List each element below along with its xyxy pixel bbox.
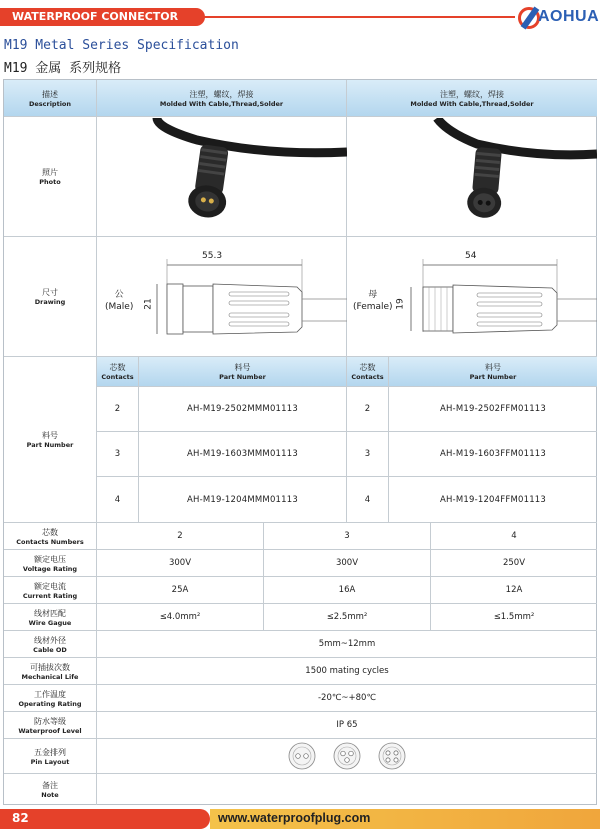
drawing-label (4, 237, 97, 357)
male-part-number-2: AH-M19-1603MMM01113 (139, 432, 347, 477)
part-label-cn: 料号 (42, 431, 58, 440)
female-label-cn: 母 (368, 290, 378, 300)
female-photo (347, 117, 597, 237)
female-contacts-header (347, 357, 389, 387)
male-contacts-header (97, 357, 139, 387)
spec-voltage-2pin: 300V (97, 550, 264, 577)
page-title-cn: M19 金属 系列规格 (4, 61, 122, 76)
female-diameter-dim: 19 (395, 298, 406, 310)
male-pn-header-en: Part Number (219, 373, 266, 381)
female-pn-header (389, 357, 597, 387)
male-part-number-1: AH-M19-2502MMM01113 (139, 387, 347, 432)
note-label-en: Note (41, 791, 59, 799)
male-diameter-dim: 21 (143, 298, 154, 310)
part-label (4, 357, 97, 523)
spec-label-contacts-cn: 芯数 (42, 527, 58, 537)
spec-label-voltage-en: Voltage Rating (22, 564, 78, 573)
female-contacts-1: 2 (347, 387, 389, 432)
spec-label-wire-cn: 线材匹配 (34, 608, 66, 618)
spec-label-cable-od-en: Cable OD (33, 645, 67, 654)
spec-waterproof-value: IP 65 (97, 712, 597, 739)
spec-contacts-2pin: 2 (97, 523, 264, 550)
spec-label-current-cn: 额定电流 (34, 581, 66, 591)
male-contacts-1: 2 (97, 387, 139, 432)
desc-label (4, 80, 97, 117)
spec-voltage-3pin: 300V (264, 550, 431, 577)
female-contacts-header-en: Contacts (351, 373, 384, 381)
spec-wire-2pin: ≤4.0mm² (97, 604, 264, 631)
spec-label-temp (4, 685, 97, 712)
female-pn-header-cn: 料号 (485, 363, 501, 372)
page-title-en: M19 Metal Series Specification (4, 38, 239, 53)
spec-mech-life-value: 1500 mating cycles (97, 658, 597, 685)
male-contacts-2: 3 (97, 432, 139, 477)
logo-mark-icon (518, 7, 540, 29)
spec-current-3pin: 16A (264, 577, 431, 604)
pin-layout-label-cn: 五金排列 (34, 747, 66, 757)
desc-male-cn: 注塑，螺纹，焊接 (189, 89, 254, 99)
spec-label-cable-od-cn: 线材外径 (34, 635, 66, 645)
brand-logo (518, 5, 600, 33)
footer (0, 809, 600, 829)
spec-voltage-4pin: 250V (431, 550, 597, 577)
spec-label-mech-life-en: Mechanical Life (21, 672, 79, 681)
desc-female (347, 80, 597, 117)
note-label (4, 774, 97, 805)
female-connector-image (347, 118, 597, 236)
header-rule (195, 16, 515, 18)
female-part-number-1: AH-M19-2502FFM01113 (389, 387, 597, 432)
desc-label-en: Description (28, 99, 72, 108)
male-label-cn: 公 (114, 290, 124, 300)
spec-current-2pin: 25A (97, 577, 264, 604)
spec-cable-od-value: 5mm~12mm (97, 631, 597, 658)
spec-label-waterproof-cn: 防水等级 (34, 716, 66, 726)
spec-label-waterproof (4, 712, 97, 739)
pin-layout-2pin-icon (289, 743, 315, 769)
male-contacts-3: 4 (97, 477, 139, 523)
male-connector-image (97, 118, 347, 236)
pin-layout-4pin-icon (379, 743, 405, 769)
spec-label-current (4, 577, 97, 604)
pin-layout-icons (97, 740, 597, 773)
male-drawing (97, 237, 347, 357)
spec-label-contacts (4, 523, 97, 550)
spec-current-4pin: 12A (431, 577, 597, 604)
spec-contacts-3pin: 3 (264, 523, 431, 550)
spec-label-temp-en: Operating Rating (18, 699, 82, 708)
pin-layout-label-en: Pin Layout (30, 757, 70, 766)
part-label-en: Part Number (26, 441, 74, 449)
spec-wire-3pin: ≤2.5mm² (264, 604, 431, 631)
spec-table (3, 79, 597, 805)
photo-label-cn: 照片 (42, 168, 58, 177)
category-banner: WATERPROOF CONNECTOR (0, 8, 205, 26)
desc-male-en: Molded With Cable,Thread,Solder (159, 99, 284, 108)
spec-label-wire-en: Wire Gague (28, 618, 72, 627)
photo-label-en: Photo (39, 178, 61, 186)
desc-female-en: Molded With Cable,Thread,Solder (410, 99, 534, 108)
male-contacts-header-en: Contacts (101, 373, 134, 381)
male-pn-header-cn: 料号 (234, 363, 251, 372)
footer-accent (0, 809, 210, 829)
footer-url[interactable]: www.waterproofplug.com (218, 811, 371, 825)
spec-label-voltage (4, 550, 97, 577)
female-contacts-header-cn: 芯数 (359, 363, 376, 372)
female-drawing (347, 237, 597, 357)
pin-layout-diagrams (97, 739, 597, 774)
note-value (97, 774, 597, 805)
spec-label-voltage-cn: 额定电压 (34, 554, 66, 564)
page-number: 82 (12, 811, 29, 825)
female-part-number-2: AH-M19-1603FFM01113 (389, 432, 597, 477)
male-length-dim: 55.3 (202, 251, 223, 261)
male-part-number-3: AH-M19-1204MMM01113 (139, 477, 347, 523)
desc-label-cn: 描述 (42, 89, 58, 99)
female-part-number-3: AH-M19-1204FFM01113 (389, 477, 597, 523)
spec-label-wire (4, 604, 97, 631)
male-contacts-header-cn: 芯数 (109, 363, 126, 372)
male-photo (97, 117, 347, 237)
spec-label-contacts-en: Contacts Numbers (16, 537, 84, 546)
male-pn-header (139, 357, 347, 387)
spec-label-waterproof-en: Waterproof Level (18, 726, 82, 735)
spec-label-mech-life (4, 658, 97, 685)
drawing-label-en: Drawing (34, 298, 66, 306)
male-label-en: (Male) (105, 302, 134, 312)
drawing-label-cn: 尺寸 (42, 288, 58, 297)
spec-temp-value: -20℃~+80℃ (97, 685, 597, 712)
desc-female-cn: 注塑，螺纹，焊接 (440, 89, 504, 99)
spec-contacts-4pin: 4 (431, 523, 597, 550)
female-length-dim: 54 (465, 251, 477, 261)
female-pn-header-en: Part Number (469, 373, 517, 381)
spec-label-mech-life-cn: 可插拔次数 (30, 662, 70, 672)
female-dimension-drawing (347, 237, 597, 355)
female-contacts-3: 4 (347, 477, 389, 523)
desc-male (97, 80, 347, 117)
female-label-en: (Female) (353, 302, 393, 312)
female-contacts-2: 3 (347, 432, 389, 477)
male-dimension-drawing (97, 237, 347, 355)
pin-layout-label (4, 739, 97, 774)
note-label-cn: 备注 (42, 781, 58, 790)
spec-wire-4pin: ≤1.5mm² (431, 604, 597, 631)
spec-label-current-en: Current Rating (22, 591, 78, 600)
spec-label-temp-cn: 工作温度 (34, 689, 66, 699)
photo-label (4, 117, 97, 237)
pin-layout-3pin-icon (334, 743, 360, 769)
logo-text: AOHUA (538, 8, 600, 25)
spec-label-cable-od (4, 631, 97, 658)
